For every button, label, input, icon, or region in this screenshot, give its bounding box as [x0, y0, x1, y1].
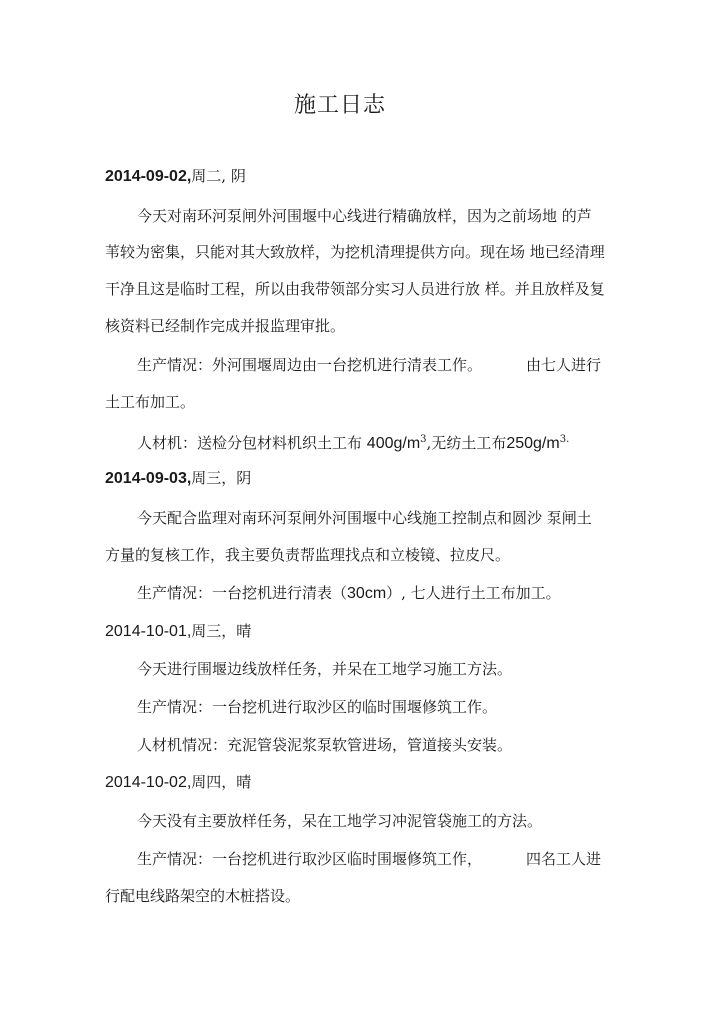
entry-date: 2014-09-03,: [105, 470, 192, 487]
paragraph-line: 核资料已经制作完成并报监理审批。: [105, 317, 346, 335]
paragraph-line: 今天配合监理对南环河泵闸外河围堰中心线施工控制点和圆沙 泵闸土: [137, 509, 592, 527]
material-line: 人材机情况：充泥管袋泥浆泵软管进场，管道接头安装。: [137, 736, 513, 754]
production-line-cont: 土工布加工。: [105, 393, 196, 411]
entry-2-header: [105, 468, 251, 489]
entry-1-header: [105, 166, 246, 187]
production-text-cont: ）, 七人进行土工布加工。: [386, 584, 561, 602]
production-line: [137, 583, 561, 604]
entry-date: 2014-10-02,: [105, 774, 192, 791]
production-text-cont: 由七人进行: [526, 356, 602, 374]
material-spec-2: 250g/m: [506, 435, 560, 452]
superscript: 3.: [559, 434, 570, 445]
material-text-mid: ,无纺土工布: [426, 434, 507, 452]
entry-date: 2014-10-01,: [105, 623, 192, 640]
paragraph-line: 干净且这是临时工程，所以由我带领部分实习人员进行放 样。并且放样及复: [105, 280, 605, 298]
entry-weekday-weather: 周三，晴: [191, 622, 252, 640]
production-line: [137, 849, 601, 869]
paragraph-line: 方量的复核工作，我主要负责帮监理找点和立棱镜、拉皮尺。: [105, 546, 511, 564]
entry-4-header: [105, 772, 251, 793]
production-line-cont: 行配电线路架空的木桩搭设。: [105, 887, 301, 905]
material-line: [137, 430, 569, 454]
paragraph-line: 今天对南环河泵闸外河围堰中心线进行精确放样，因为之前场地 的芦: [137, 207, 592, 225]
production-text: 生产情况：外河围堰周边由一台挖机进行清表工作。: [137, 356, 483, 374]
paragraph-line: 苇较为密集，只能对其大致放样，为挖机清理提供方向。现在场 地已经清理: [105, 243, 605, 261]
material-text: 人材机：送检分包材料机织土工布: [137, 434, 363, 452]
production-line: [137, 355, 601, 375]
production-text-cont: 四名工人进: [526, 850, 602, 868]
page-title: 施工日志: [293, 93, 386, 118]
production-text: 生产情况：一台挖机进行清表（: [137, 584, 348, 602]
material-spec-1: 400g/m: [366, 435, 421, 452]
superscript: 3: [420, 434, 427, 445]
production-line: 生产情况：一台挖机进行取沙区的临时围堰修筑工作。: [137, 698, 498, 716]
entry-3-header: [105, 621, 251, 642]
paragraph-line: 今天进行围堰边线放样任务，并呆在工地学习施工方法。: [137, 660, 513, 678]
production-depth: 30cm: [347, 585, 387, 602]
entry-date: 2014-09-02,: [105, 168, 192, 185]
production-text: 生产情况：一台挖机进行取沙区临时围堰修筑工作，: [137, 850, 483, 868]
paragraph-line: 今天没有主要放样任务，呆在工地学习冲泥管袋施工的方法。: [137, 812, 543, 830]
entry-weekday-weather: 周三，阴: [191, 469, 252, 487]
entry-weekday-weather: 周四，晴: [191, 773, 252, 791]
entry-weekday-weather: 周二, 阴: [191, 167, 246, 185]
